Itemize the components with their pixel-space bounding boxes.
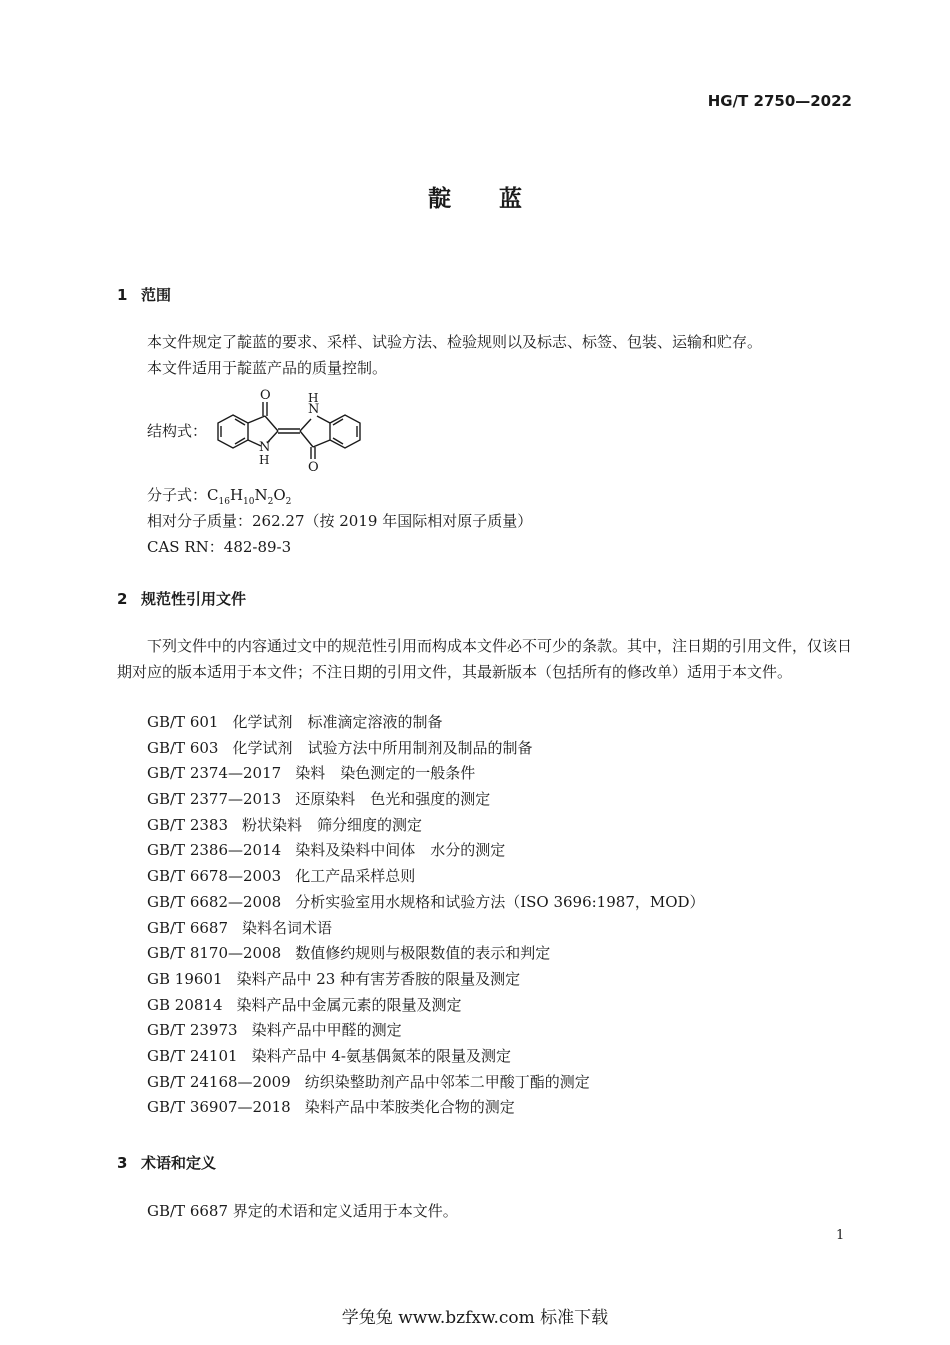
reference-code: GB/T 2374—2017: [147, 764, 282, 783]
scope-paragraph-2: 本文件适用于靛蓝产品的质量控制。: [147, 359, 388, 377]
reference-code: GB/T 24101: [147, 1046, 238, 1065]
formula-o: O: [273, 486, 286, 504]
section-1-heading: [117, 284, 171, 305]
molecular-mass: 相对分子质量：262.27（按 2019 年国际相对原子质量）: [147, 512, 533, 530]
reference-title: 染料产品中金属元素的限量及测定: [236, 995, 462, 1014]
reference-code: GB/T 603: [147, 738, 219, 757]
reference-code: GB/T 2383: [147, 815, 229, 834]
reference-code: GB 20814: [147, 995, 223, 1014]
section-3-heading: [117, 1152, 216, 1173]
section-1-title: 范围: [141, 286, 172, 304]
atom-n-top: N: [308, 402, 320, 417]
section-2-number: 2: [117, 590, 128, 608]
formula-label: 分子式：: [147, 486, 208, 504]
structure-label: 结构式：: [147, 422, 208, 440]
reference-code: GB/T 6678—2003: [147, 867, 282, 886]
standard-code: HG/T 2750—2022: [707, 92, 852, 110]
reference-item: [147, 787, 705, 813]
section-2-heading: [117, 588, 246, 609]
reference-title: 染料及染料中间体 水分的测定: [295, 841, 506, 860]
section-2-title: 规范性引用文件: [141, 590, 247, 608]
reference-item: [147, 1018, 705, 1044]
reference-item: [147, 864, 705, 890]
atom-o-top: O: [260, 388, 271, 403]
reference-item: [147, 1095, 705, 1121]
reference-code: GB/T 8170—2008: [147, 944, 282, 963]
reference-item: [147, 967, 705, 993]
reference-item: [147, 813, 705, 839]
reference-item: [147, 736, 705, 762]
reference-item: [147, 1044, 705, 1070]
reference-list: [147, 710, 705, 1121]
structure-bonds: [218, 402, 360, 459]
reference-title: 染料名词术语: [242, 918, 333, 937]
section-3-number: 3: [117, 1154, 128, 1172]
reference-code: GB/T 2377—2013: [147, 790, 282, 809]
formula-h: H: [229, 486, 244, 504]
reference-item: [147, 890, 705, 916]
reference-title: 染料产品中苯胺类化合物的测定: [304, 1098, 515, 1117]
references-intro: 下列文件中的内容通过文中的规范性引用而构成本文件必不可少的条款。其中，注日期的引用文件，仅该日期对应的版本适用于本文件；不注日期的引用文件，其最新版本（包括所有的修改单）适用于本文件。: [117, 637, 853, 681]
formula-o-count: 2: [285, 497, 292, 507]
reference-title: 化学试剂 标准滴定溶液的制备: [232, 713, 443, 731]
atom-n-bottom: N: [259, 440, 271, 455]
terms-paragraph: GB/T 6687 界定的术语和定义适用于本文件。: [147, 1202, 458, 1220]
atom-h-top: H: [308, 391, 319, 405]
cas-number: CAS RN：482-89-3: [147, 538, 292, 556]
reference-title: 化学试剂 试验方法中所用制剂及制品的制备: [232, 738, 533, 757]
reference-item: [147, 761, 705, 787]
footer-watermark: 学兔兔 www.bzfxw.com 标准下载: [341, 1308, 609, 1328]
reference-title: 化工产品采样总则: [295, 867, 416, 886]
formula-n-count: 2: [267, 497, 274, 507]
document-title: 靛蓝: [428, 186, 570, 212]
reference-title: 染料产品中 4-氨基偶氮苯的限量及测定: [251, 1046, 511, 1065]
reference-title: 还原染料 色光和强度的测定: [295, 790, 491, 809]
reference-title: 分析实验室用水规格和试验方法（ISO 3696:1987，MOD）: [295, 892, 705, 911]
reference-item: [147, 1070, 705, 1096]
reference-title: 纺织染整助剂产品中邻苯二甲酸丁酯的测定: [304, 1072, 590, 1091]
reference-item: [147, 941, 705, 967]
reference-title: 染料产品中甲醛的测定: [251, 1021, 402, 1040]
section-3-title: 术语和定义: [141, 1154, 217, 1172]
section-1-number: 1: [117, 286, 128, 304]
reference-code: GB/T 24168—2009: [147, 1072, 291, 1091]
formula-n: N: [254, 486, 268, 504]
indigo-structure-diagram: [205, 385, 365, 475]
molecular-formula: [147, 484, 291, 507]
reference-code: GB/T 6682—2008: [147, 892, 282, 911]
formula-c-count: 16: [218, 497, 230, 507]
reference-item: [147, 916, 705, 942]
atom-h-bottom: H: [259, 453, 270, 467]
reference-code: GB/T 6687: [147, 918, 229, 937]
formula-c: C: [207, 486, 219, 504]
reference-code: GB/T 2386—2014: [147, 841, 282, 860]
reference-code: GB/T 601: [147, 713, 219, 731]
reference-title: 数值修约规则与极限数值的表示和判定: [295, 944, 551, 963]
formula-h-count: 10: [243, 497, 255, 507]
page-number: 1: [836, 1228, 845, 1243]
reference-item: [147, 838, 705, 864]
reference-item: [147, 710, 705, 736]
reference-code: GB/T 23973: [147, 1021, 238, 1040]
reference-code: GB 19601: [147, 969, 223, 988]
reference-title: 粉状染料 筛分细度的测定: [242, 815, 423, 834]
reference-code: GB/T 36907—2018: [147, 1098, 291, 1117]
reference-title: 染料产品中 23 种有害芳香胺的限量及测定: [236, 969, 521, 988]
reference-title: 染料 染色测定的一般条件: [295, 764, 476, 783]
reference-item: [147, 993, 705, 1019]
atom-o-bottom: O: [308, 460, 319, 475]
scope-paragraph-1: 本文件规定了靛蓝的要求、采样、试验方法、检验规则以及标志、标签、包装、运输和贮存。: [147, 333, 763, 351]
